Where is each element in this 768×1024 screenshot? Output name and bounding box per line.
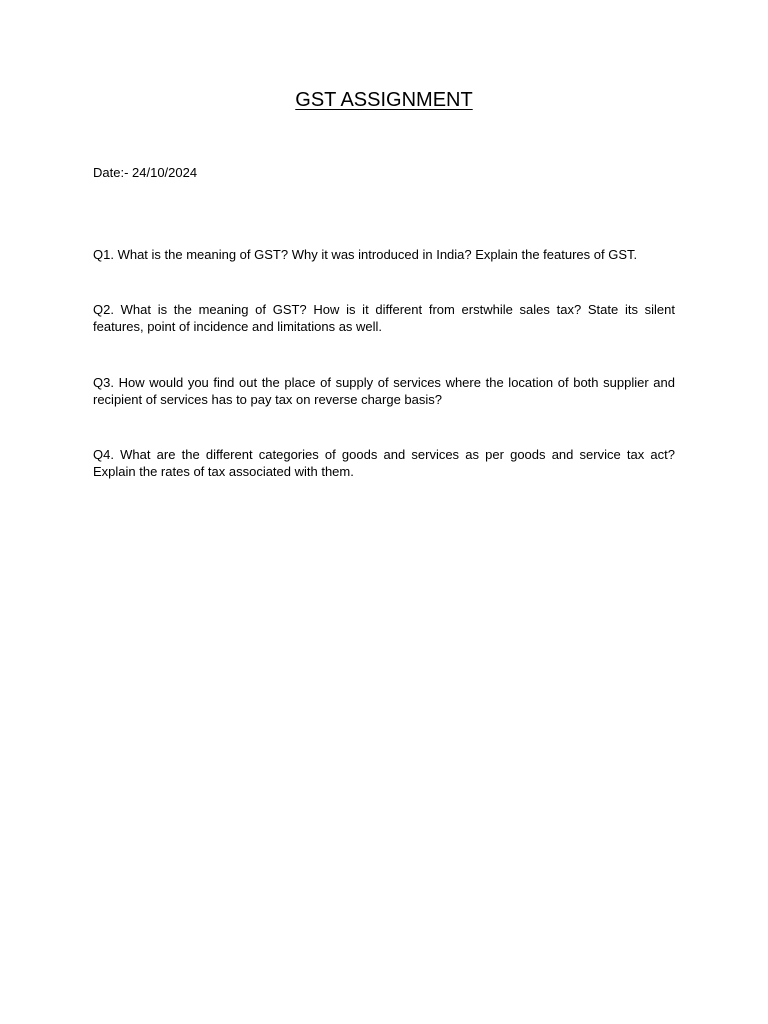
question-1: Q1. What is the meaning of GST? Why it was introduced in India? Explain the features of GST. [93,247,638,262]
question-4: Q4. What are the different categories of goods and services as per goods and service tax act? Explain the rates of tax associated with them. [93,447,675,479]
page-title-text: GST ASSIGNMENT [295,89,473,111]
question-3: Q3. How would you find out the place of supply of services where the location of both supplier and recipient of services has to pay tax on reverse charge basis? [93,375,675,407]
assignment-date: Date:- 24/10/2024 [93,165,198,180]
page-title [0,87,768,113]
question-2: Q2. What is the meaning of GST? How is it different from erstwhile sales tax? State its silent features, point of incidence and limitations as well. [93,302,675,334]
